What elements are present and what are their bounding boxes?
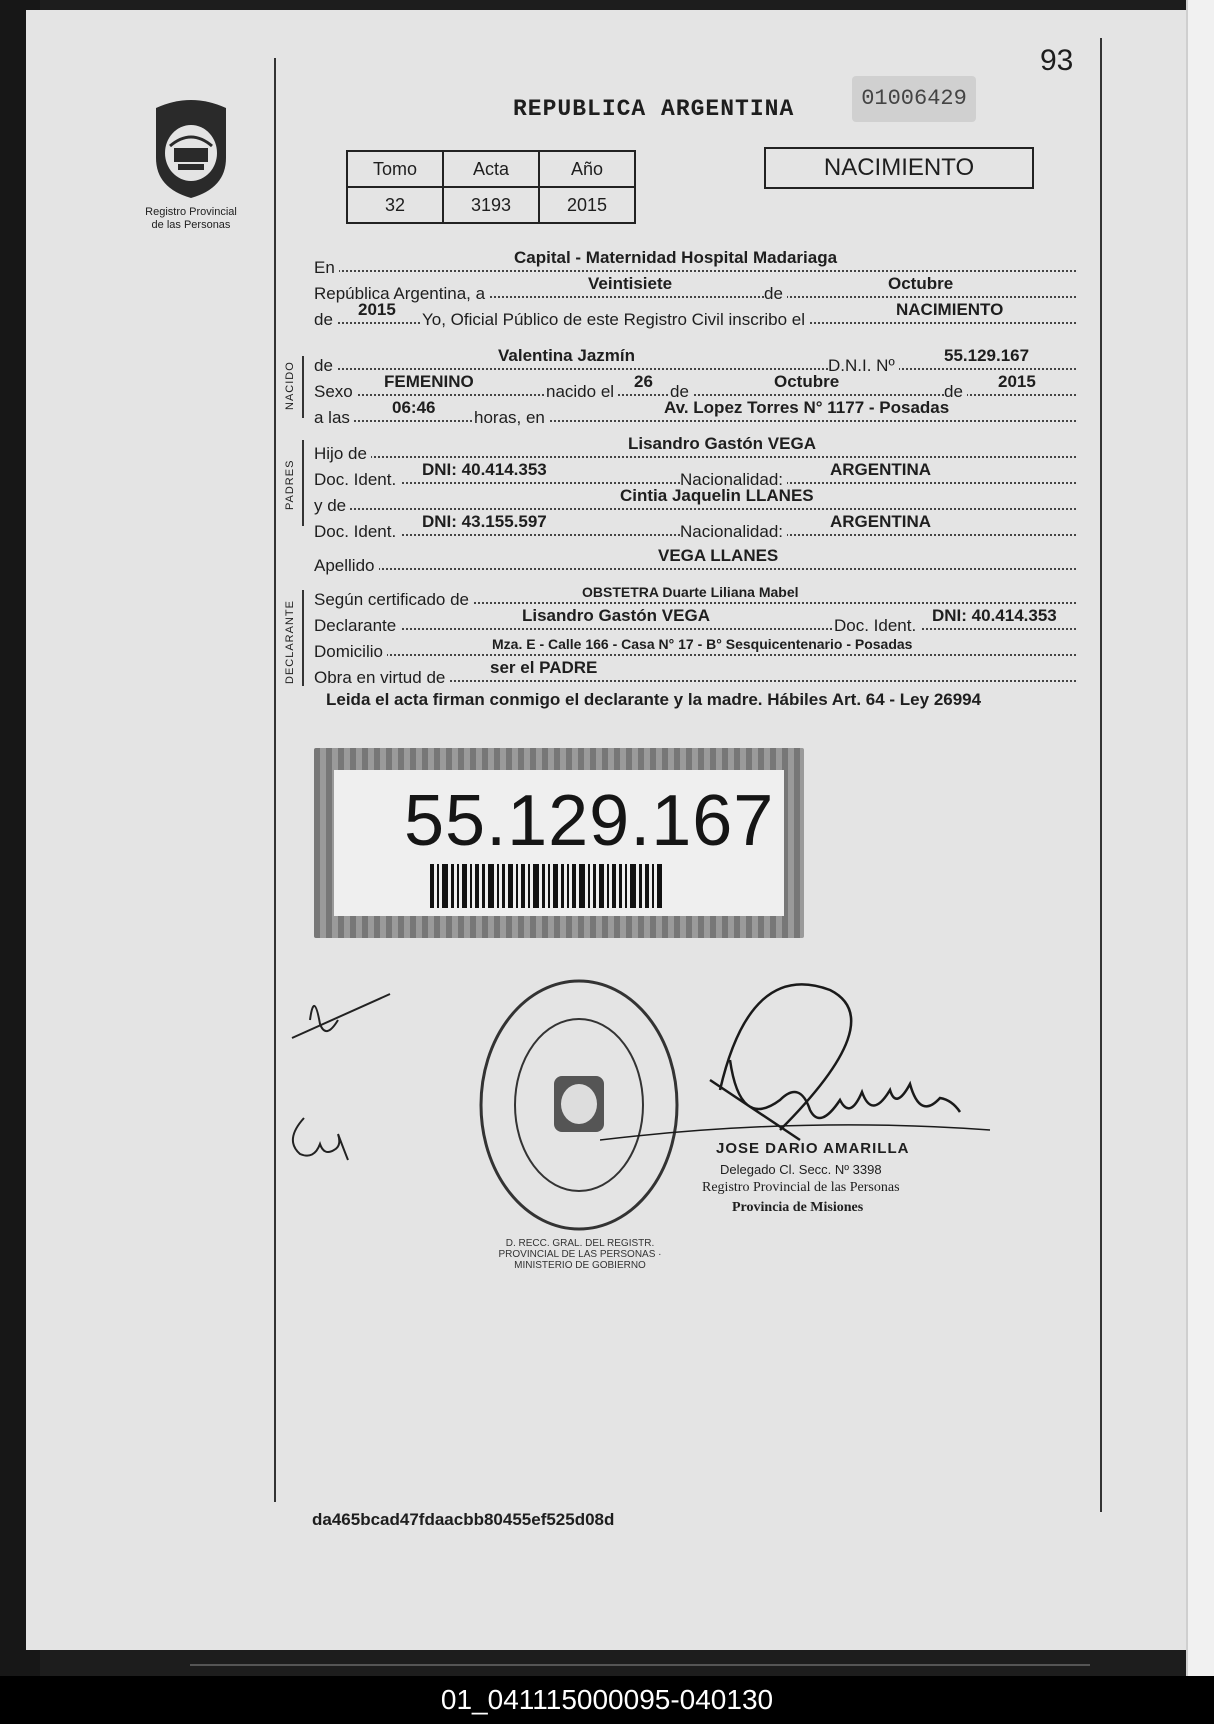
section-bar-nacido — [302, 356, 304, 418]
serial-number: 01006429 — [852, 76, 976, 122]
right-margin-line — [1100, 38, 1102, 1512]
value-capacity: ser el PADRE — [490, 658, 598, 677]
label-apellido: Apellido — [314, 556, 379, 576]
record-type-box: NACIMIENTO — [764, 147, 1034, 189]
value-declarant: Lisandro Gastón VEGA — [522, 606, 710, 625]
province-logo — [148, 98, 234, 200]
value-father-nat: ARGENTINA — [830, 460, 932, 479]
value-acta: 3193 — [443, 187, 539, 223]
value-birth-year: 2015 — [998, 372, 1036, 391]
label-de: de — [764, 284, 787, 304]
register-table — [346, 150, 636, 224]
logo-caption: Registro Provincial de las Personas — [145, 206, 237, 231]
section-padres-label: PADRES — [284, 459, 296, 510]
label-de-year: de — [314, 310, 337, 330]
value-mother: Cintia Jaquelin LLANES — [620, 486, 814, 505]
row-capacity — [314, 654, 1076, 687]
row-address — [314, 628, 1076, 661]
margin-signature-bottom — [284, 1110, 354, 1170]
row-declarant — [314, 602, 1076, 635]
value-father: Lisandro Gastón VEGA — [628, 434, 816, 453]
label-a-las: a las — [314, 408, 354, 428]
label-horas-en: horas, en — [474, 408, 549, 428]
barcode — [430, 864, 730, 908]
value-declarant-doc: DNI: 40.414.353 — [932, 606, 1057, 625]
label-sexo: Sexo — [314, 382, 357, 402]
value-day-words: Veintisiete — [588, 274, 673, 293]
row-father — [314, 430, 1076, 463]
row-sex — [314, 368, 1076, 401]
page-edge — [1186, 0, 1214, 1724]
margin-signature-top — [290, 980, 400, 1040]
value-mother-nat: ARGENTINA — [830, 512, 932, 531]
label-dni: D.N.I. Nº — [828, 356, 899, 376]
value-sex: FEMENINO — [384, 372, 474, 391]
row-father-doc — [314, 456, 1076, 489]
bottom-line — [190, 1664, 1090, 1666]
label-de-birth-year: de — [944, 382, 967, 402]
official-name: JOSE DARIO AMARILLA — [716, 1140, 910, 1157]
value-ano: 2015 — [539, 187, 635, 223]
label-hijo-de: Hijo de — [314, 444, 371, 464]
left-margin-line — [274, 58, 276, 1502]
value-birth-day: 26 — [634, 372, 653, 391]
page-number: 93 — [1040, 44, 1074, 77]
country-title: REPUBLICA ARGENTINA — [513, 96, 795, 122]
header-ano: Año — [539, 151, 635, 187]
value-place: Capital - Maternidad Hospital Madariaga — [514, 248, 838, 267]
official-title: Delegado Cl. Secc. Nº 3398 — [720, 1162, 882, 1177]
value-month: Octubre — [888, 274, 954, 293]
value-birth-month: Octubre — [774, 372, 840, 391]
row-mother — [314, 482, 1076, 515]
row-place — [314, 244, 1076, 277]
row-name — [314, 342, 1076, 375]
section-nacido-label: NACIDO — [284, 361, 296, 410]
row-mother-doc — [314, 508, 1076, 541]
sticker-number: 55.129.167 — [404, 781, 775, 861]
closing-statement: Leida el acta firman conmigo el declarante y la madre. Hábiles Art. 64 - Ley 26994 — [326, 690, 982, 709]
section-bar-padres — [302, 440, 304, 526]
value-name: Valentina Jazmín — [498, 346, 635, 365]
value-dni: 55.129.167 — [944, 346, 1030, 365]
label-domicilio: Domicilio — [314, 642, 387, 662]
label-doc-ident-father: Doc. Ident. — [314, 470, 400, 490]
label-en: En — [314, 258, 339, 278]
value-mother-doc: DNI: 43.155.597 — [422, 512, 547, 531]
label-declarante: Declarante — [314, 616, 400, 636]
value-father-doc: DNI: 40.414.353 — [422, 460, 547, 479]
row-certificate — [314, 576, 1076, 609]
label-doc-ident-mother: Doc. Ident. — [314, 522, 400, 542]
seal-text: D. RECC. GRAL. DEL REGISTR. PROVINCIAL DE LAS PERSONAS · MINISTERIO DE GOBIERNO — [498, 1238, 662, 1271]
document-hash: da465bcad47fdaacbb80455ef525d08d — [312, 1510, 615, 1529]
label-obra: Obra en virtud de — [314, 668, 449, 688]
dni-sticker — [314, 748, 804, 938]
section-declarante-label: DECLARANTE — [284, 600, 296, 684]
label-segun: Según certificado de — [314, 590, 473, 610]
header-tomo: Tomo — [347, 151, 443, 187]
label-nacionalidad-father: Nacionalidad: — [680, 470, 787, 490]
value-certificate: OBSTETRA Duarte Liliana Mabel — [582, 584, 799, 600]
section-bar-declarante — [302, 590, 304, 686]
value-tomo: 32 — [347, 187, 443, 223]
official-province: Provincia de Misiones — [732, 1200, 864, 1215]
value-inscribe: NACIMIENTO — [896, 300, 1004, 319]
official-office: Registro Provincial de las Personas — [702, 1180, 900, 1195]
label-yo-oficial: Yo, Oficial Público de este Registro Civil inscribo el — [422, 310, 809, 330]
label-republica: República Argentina, a — [314, 284, 489, 304]
value-address: Mza. E - Calle 166 - Casa N° 17 - B° Sesquicentenario - Posadas — [492, 636, 913, 652]
label-de-birth-month: de — [670, 382, 693, 402]
footer-id: 01_041115000095-040130 — [0, 1676, 1214, 1724]
label-de-name: de — [314, 356, 337, 376]
value-surname: VEGA LLANES — [658, 546, 779, 565]
label-y-de: y de — [314, 496, 350, 516]
row-time — [314, 394, 1076, 427]
label-doc-ident-declarant: Doc. Ident. — [834, 616, 920, 636]
row-year — [314, 296, 1076, 329]
header-acta: Acta — [443, 151, 539, 187]
label-nacionalidad-mother: Nacionalidad: — [680, 522, 787, 542]
row-date — [314, 270, 1076, 303]
row-surname — [314, 542, 1076, 575]
label-nacido-el: nacido el — [546, 382, 618, 402]
value-year: 2015 — [358, 300, 396, 319]
value-birth-place: Av. Lopez Torres N° 1177 - Posadas — [664, 398, 950, 417]
value-birth-time: 06:46 — [392, 398, 436, 417]
